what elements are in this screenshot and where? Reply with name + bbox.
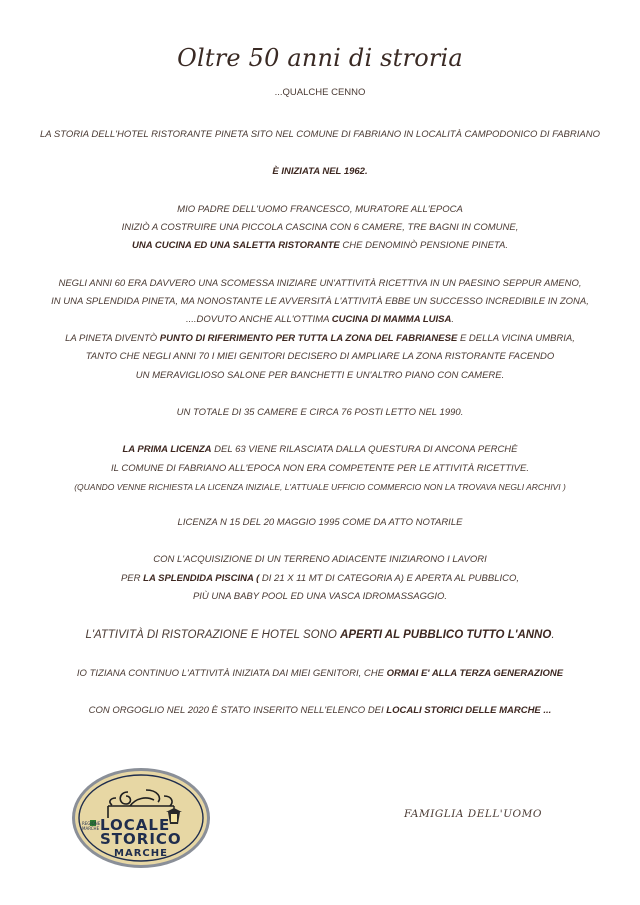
logo-text-locale: LOCALE [100,816,171,834]
rooms-total-line: UN TOTALE DI 35 CAMERE E CIRCA 76 POSTI LETTO NEL 1990. [176,407,464,418]
sixties-line-1: NEGLI ANNI 60 ERA DAVVERO UNA SCOMESSA INIZIARE UN'ATTIVITÀ RICETTIVA IN UN PAESINO SEPPUR AMENO, [58,278,582,289]
sixties-line-3-post: . [451,314,454,325]
father-line-3-rest: CHE DENOMINÒ PENSIONE PINETA. [339,240,508,251]
open-all-year-line [0,629,640,641]
open-all-year-post: . [551,629,555,641]
first-license-highlight: LA PRIMA LICENZA [122,444,212,455]
father-line-3 [0,240,640,252]
region-label-top: REGIONE [82,821,101,826]
family-signature: FAMIGLIA DELL'UOMO [404,808,543,820]
historic-locales-highlight: LOCALI STORICI DELLE MARCHE ... [386,705,552,716]
page-subtitle: ...QUALCHE CENNO [274,87,366,98]
kitchen-highlight: UNA CUCINA ED UNA SALETTA RISTORANTE [132,240,340,251]
page-title: Oltre 50 anni di stroria [177,44,463,72]
license-line-3: (QUANDO VENNE RICHIESTA LA LICENZA INIZIALE, L'ATTUALE UFFICIO COMMERCIO NON LA TROVAVA NEGLI ARCHIVI ) [74,482,566,492]
sixties-line-4-pre: LA PINETA DIVENTÒ [65,333,160,344]
logo-text-marche: MARCHE [114,848,168,859]
pool-line-3: PIÙ UNA BABY POOL ED UNA VASCA IDROMASSAGGIO. [192,591,448,602]
open-all-year-pre: L'ATTIVITÀ DI RISTORAZIONE E HOTEL SONO [85,629,341,641]
sixties-line-3-pre: ....DOVUTO ANCHE ALL'OTTIMA [185,314,332,325]
generation-line-pre: IO TIZIANA CONTINUO L'ATTIVITÀ INIZIATA DAI MIEI GENITORI, CHE [76,668,387,679]
third-generation-highlight: ORMAI E' ALLA TERZA GENERAZIONE [386,668,564,679]
sixties-line-5: TANTO CHE NEGLI ANNI 70 I MIEI GENITORI DECISERO DI AMPLIARE LA ZONA RISTORANTE FACENDO [85,351,555,362]
license-line-2: IL COMUNE DI FABRIANO ALL'EPOCA NON ERA COMPETENTE PER LE ATTIVITÀ RICETTIVE. [111,463,529,474]
history-intro-line: LA STORIA DELL'HOTEL RISTORANTE PINETA SITO NEL COMUNE DI FABRIANO IN LOCALITÀ CAMPODONICO DI FABRIANO [40,129,600,140]
sixties-line-2: IN UNA SPLENDIDA PINETA, MA NONOSTANTE LE AVVERSITÀ L'ATTIVITÀ EBBE UN SUCCESSO INCREDIBILE IN ZONA, [51,296,589,307]
reference-point-highlight: PUNTO DI RIFERIMENTO PER TUTTA LA ZONA DEL FABRIANESE [159,333,458,344]
founding-year-line [0,166,640,178]
pool-line-2-pre: PER [120,573,144,584]
region-label-bottom: MARCHE [82,826,100,831]
mamma-luisa-highlight: CUCINA DI MAMMA LUISA [331,314,452,325]
pool-line-1: CON L'ACQUISIZIONE DI UN TERRENO ADIACENTE INIZIARONO I LAVORI [153,554,487,565]
logo-graphic [70,766,212,870]
sixties-line-6: UN MERAVIGLIOSO SALONE PER BANCHETTI E UN'ALTRO PIANO CON CAMERE. [135,370,505,381]
father-line-1: MIO PADRE DELL'UOMO FRANCESCO, MURATORE ALL'EPOCA [177,204,463,215]
pool-highlight: LA SPLENDIDA PISCINA ( [143,573,260,584]
father-line-2: INIZIÒ A COSTRUIRE UNA PICCOLA CASCINA CON 6 CAMERE, TRE BAGNI IN COMUNE, [121,222,519,233]
locale-storico-logo [70,766,212,870]
license-line-1-rest: DEL 63 VIENE RILASCIATA DALLA QUESTURA DI ANCONA PERCHÈ [211,444,518,455]
historic-list-pre: CON ORGOGLIO NEL 2020 È STATO INSERITO NELL'ELENCO DEI [88,705,387,716]
sixties-line-3 [0,314,640,326]
founding-year-text: È INIZIATA NEL 1962. [272,166,368,177]
historic-list-line [0,705,640,717]
license-line-1 [0,444,640,456]
open-all-year-highlight: APERTI AL PUBBLICO TUTTO L'ANNO [340,629,552,641]
pool-line-2 [0,573,640,585]
sixties-line-4-post: E DELLA VICINA UMBRIA, [457,333,575,344]
pool-line-2-post: DI 21 X 11 MT DI CATEGORIA A) E APERTA AL PUBBLICO, [259,573,520,584]
sixties-line-4 [0,333,640,345]
logo-text-storico: STORICO [100,830,182,848]
license-number-line: LICENZA N 15 DEL 20 MAGGIO 1995 COME DA ATTO NOTARILE [177,517,463,528]
generation-line [0,668,640,680]
